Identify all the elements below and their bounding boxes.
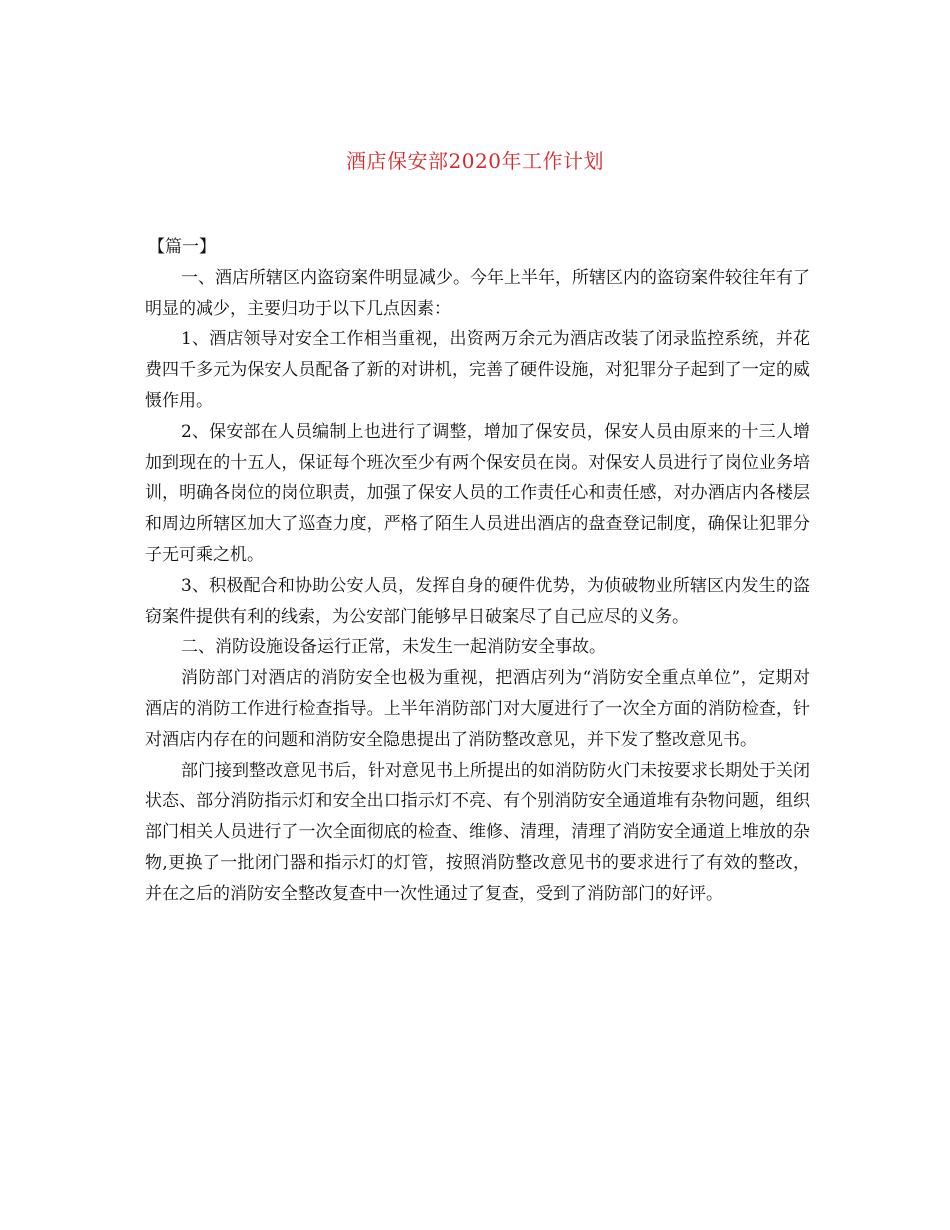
document-body [145,232,810,910]
document-title: 酒店保安部2020年工作计划 [346,149,604,173]
paragraph-3: 2、保安部在人员编制上也进行了调整，增加了保安员，保安人员由原来的十三人增加到现在的十五人，保证每个班次至少有两个保安员在岗。对保安人员进行了岗位业务培训，明确各岗位的岗位职责，加强了保安人员的工作责任心和责任感，对办酒店内各楼层和周边所辖区加大了巡查力度，严格了陌生人员进出酒店的盘查登记制度，确保让犯罪分子无可乘之机。 [145,421,810,565]
paragraph-6: 消防部门对酒店的消防安全也极为重视，把酒店列为“消防安全重点单位”，定期对酒店的消防工作进行检查指导。上半年消防部门对大厦进行了一次全方面的消防检查，针对酒店内存在的问题和消防安全隐患提出了消防整改意见，并下发了整改意见书。 [145,668,810,750]
paragraph-1: 一、酒店所辖区内盗窃案件明显减少。今年上半年，所辖区内的盗窃案件较往年有了明显的减少，主要归功于以下几点因素： [145,267,810,319]
section-label: 【篇一】 [148,237,216,257]
paragraph-7: 部门接到整改意见书后，针对意见书上所提出的如消防防火门未按要求长期处于关闭状态、部分消防指示灯和安全出口指示灯不亮、有个别消防安全通道堆有杂物问题，组织部门相关人员进行了一次全面彻底的检查、维修、清理，清理了消防安全通道上堆放的杂物,更换了一批闭门器和指示灯的灯管，按照消防整改意见书的要求进行了有效的整改，并在之后的消防安全整改复查中一次性通过了复查，受到了消防部门的好评。 [145,760,810,904]
paragraph-5: 二、消防设施设备运行正常，未发生一起消防安全事故。 [181,637,606,658]
paragraph-2: 1、酒店领导对安全工作相当重视，出资两万余元为酒店改装了闭录监控系统，并花费四千多元为保安人员配备了新的对讲机，完善了硬件设施，对犯罪分子起到了一定的威慑作用。 [145,329,810,411]
paragraph-4: 3、积极配合和协助公安人员，发挥自身的硬件优势，为侦破物业所辖区内发生的盗窃案件提供有利的线索，为公安部门能够早日破案尽了自己应尽的义务。 [145,575,810,627]
